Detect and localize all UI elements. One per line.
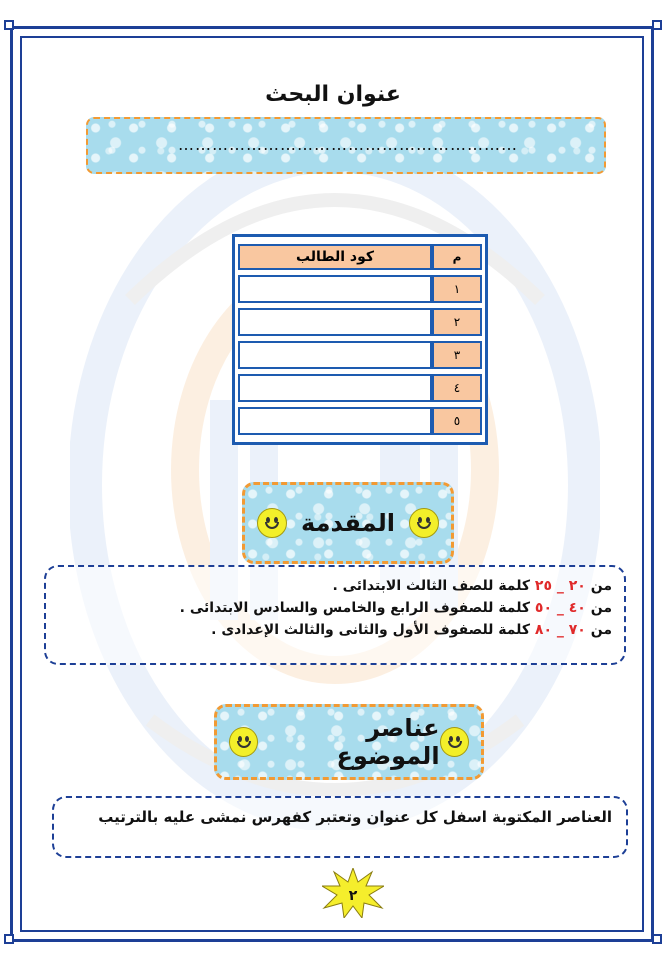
research-title: عنوان البحث xyxy=(265,82,401,107)
student-code-table xyxy=(232,234,488,445)
row-number: ٥ xyxy=(432,407,482,435)
student-code-cell[interactable] xyxy=(238,308,432,336)
smiley-face-icon xyxy=(257,508,287,538)
intro-text-box xyxy=(44,565,626,665)
row-number: ٤ xyxy=(432,374,482,402)
starburst-icon xyxy=(322,868,384,918)
title-input-bar[interactable] xyxy=(86,117,606,174)
page-number: ٢ xyxy=(348,888,358,904)
table-row xyxy=(238,341,482,369)
title-dots: …………………………………………………… xyxy=(178,135,518,154)
smiley-face-icon xyxy=(409,508,439,538)
student-code-cell[interactable] xyxy=(238,407,432,435)
elements-description: العناصر المكتوبة اسفل كل عنوان وتعتبر كفهرس نمشى عليه بالترتيب xyxy=(98,808,612,826)
header-student-code: كود الطالب xyxy=(238,244,432,270)
smiley-face-icon xyxy=(440,727,469,757)
frame-corner xyxy=(652,20,662,30)
intro-banner xyxy=(242,482,454,564)
frame-corner xyxy=(652,934,662,944)
elements-banner xyxy=(214,704,484,780)
intro-heading: المقدمة xyxy=(301,509,395,537)
row-number: ١ xyxy=(432,275,482,303)
frame-corner xyxy=(4,20,14,30)
header-num: م xyxy=(432,244,482,270)
student-code-cell[interactable] xyxy=(238,341,432,369)
elements-heading: عناصر الموضوع xyxy=(336,714,440,770)
table-row xyxy=(238,308,482,336)
table-row xyxy=(238,275,482,303)
student-code-cell[interactable] xyxy=(238,275,432,303)
word-range: ٤٠ _ ٥٠ xyxy=(534,600,586,616)
row-number: ٢ xyxy=(432,308,482,336)
smiley-face-icon xyxy=(229,727,258,757)
intro-line: من ٢٠ _ ٢٥ كلمة للصف الثالث الابتدائى . xyxy=(332,578,612,594)
table-row xyxy=(238,407,482,435)
elements-text-box xyxy=(52,796,628,858)
row-number: ٣ xyxy=(432,341,482,369)
student-code-cell[interactable] xyxy=(238,374,432,402)
intro-line: من ٤٠ _ ٥٠ كلمة للصفوف الرابع والخامس والسادس الابتدائى . xyxy=(179,600,612,616)
word-range: ٧٠ _ ٨٠ xyxy=(534,622,586,638)
table-row xyxy=(238,374,482,402)
intro-line: من ٧٠ _ ٨٠ كلمة للصفوف الأول والثانى والثالث الإعدادى . xyxy=(211,622,612,638)
frame-corner xyxy=(4,934,14,944)
word-range: ٢٠ _ ٢٥ xyxy=(534,578,586,594)
